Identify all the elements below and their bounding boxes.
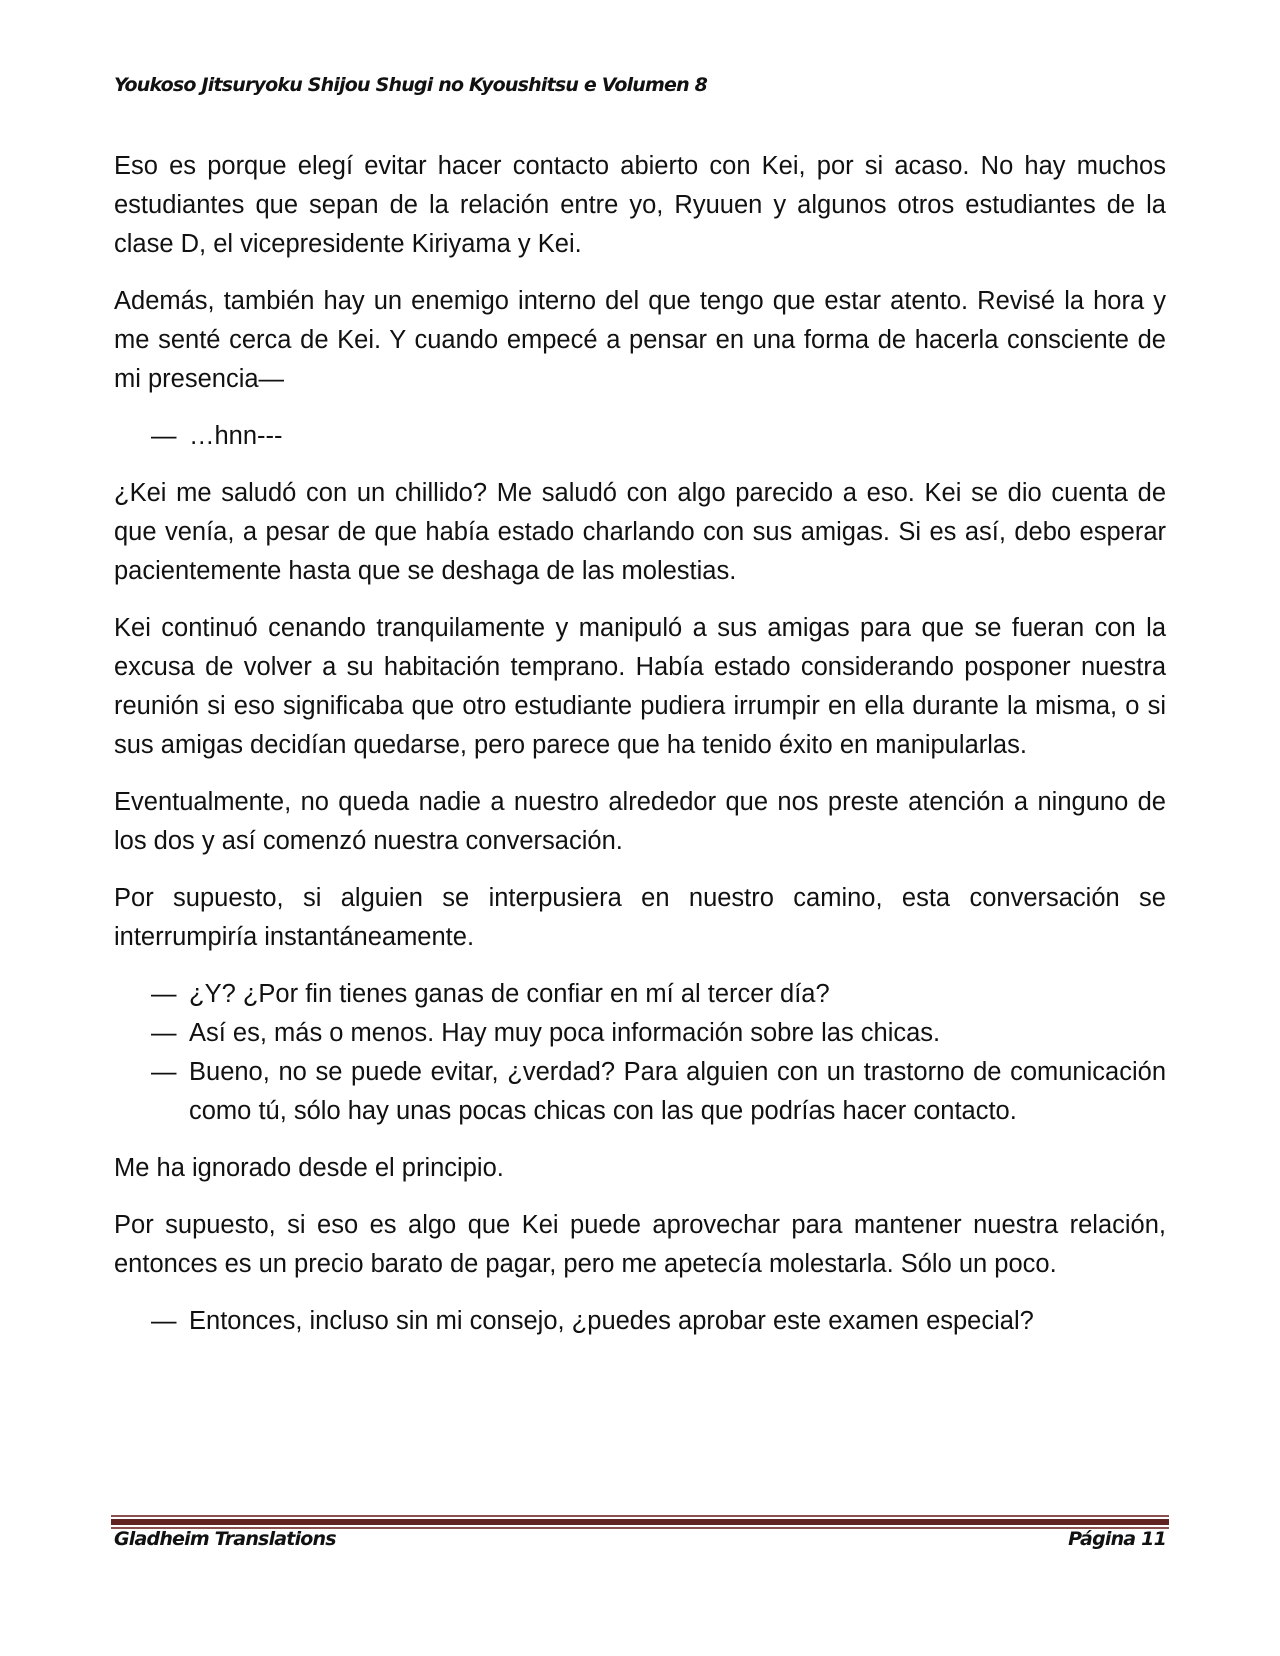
- paragraph: Por supuesto, si alguien se interpusiera en nuestro camino, esta conversación se interrumpiría instantáneamente.: [114, 884, 1166, 951]
- dialogue-line: [114, 1014, 1166, 1053]
- paragraph: Eso es porque elegí evitar hacer contacto abierto con Kei, por si acaso. No hay muchos estudiantes que sepan de la relación entre yo, Ryuuen y algunos otros estudiantes de la clase D, el vicepresidente Kiriyama y Kei.: [114, 152, 1166, 258]
- page-number: Página 11: [1068, 1528, 1166, 1550]
- paragraph: Kei continuó cenando tranquilamente y manipuló a sus amigas para que se fueran con la excusa de volver a su habitación temprano. Había estado considerando posponer nuestra reunión si eso significaba que otro estudiante pudiera irrumpir en ella durante la misma, o si sus amigas decidían quedarse, pero parece que ha tenido éxito en manipularlas.: [114, 614, 1166, 759]
- page-body: [114, 147, 1166, 1359]
- dialogue-line: [114, 1053, 1166, 1131]
- footer-rule: [111, 1515, 1169, 1529]
- dialogue-line: [114, 1302, 1166, 1341]
- dialogue-text: Así es, más o menos. Hay muy poca información sobre las chicas.: [189, 1019, 941, 1047]
- dialogue-dash: —: [151, 1307, 177, 1335]
- dialogue-block: [114, 1302, 1166, 1341]
- paragraph: Por supuesto, si eso es algo que Kei puede aprovechar para mantener nuestra relación, entonces es un precio barato de pagar, pero me apetecía molestarla. Sólo un poco.: [114, 1211, 1166, 1278]
- dialogue-text: ¿Y? ¿Por fin tienes ganas de confiar en mí al tercer día?: [189, 980, 830, 1008]
- paragraph: ¿Kei me saludó con un chillido? Me saludó con algo parecido a eso. Kei se dio cuenta de que venía, a pesar de que había estado charlando con sus amigas. Si es así, debo esperar pacientemente hasta que se deshaga de las molestias.: [114, 479, 1166, 585]
- running-header: Youkoso Jitsuryoku Shijou Shugi no Kyoushitsu e Volumen 8: [114, 74, 708, 96]
- dialogue-line: [114, 975, 1166, 1014]
- footer-credit: Gladheim Translations: [114, 1528, 336, 1550]
- dialogue-dash: —: [151, 422, 177, 450]
- dialogue-dash: —: [151, 1058, 177, 1086]
- paragraph: Me ha ignorado desde el principio.: [114, 1154, 504, 1182]
- dialogue-line: [114, 417, 1166, 456]
- dialogue-dash: —: [151, 1019, 177, 1047]
- dialogue-block: [114, 417, 1166, 456]
- paragraph: Además, también hay un enemigo interno del que tengo que estar atento. Revisé la hora y me senté cerca de Kei. Y cuando empecé a pensar en una forma de hacerla consciente de mi presencia—: [114, 287, 1166, 393]
- dialogue-text: Bueno, no se puede evitar, ¿verdad? Para alguien con un trastorno de comunicación como tú, sólo hay unas pocas chicas con las que podrías hacer contacto.: [189, 1058, 1166, 1125]
- dialogue-text: Entonces, incluso sin mi consejo, ¿puedes aprobar este examen especial?: [189, 1307, 1034, 1335]
- dialogue-dash: —: [151, 980, 177, 1008]
- dialogue-block: [114, 975, 1166, 1131]
- paragraph: Eventualmente, no queda nadie a nuestro alrededor que nos preste atención a ninguno de los dos y así comenzó nuestra conversación.: [114, 788, 1166, 855]
- dialogue-text: …hnn---: [189, 422, 283, 450]
